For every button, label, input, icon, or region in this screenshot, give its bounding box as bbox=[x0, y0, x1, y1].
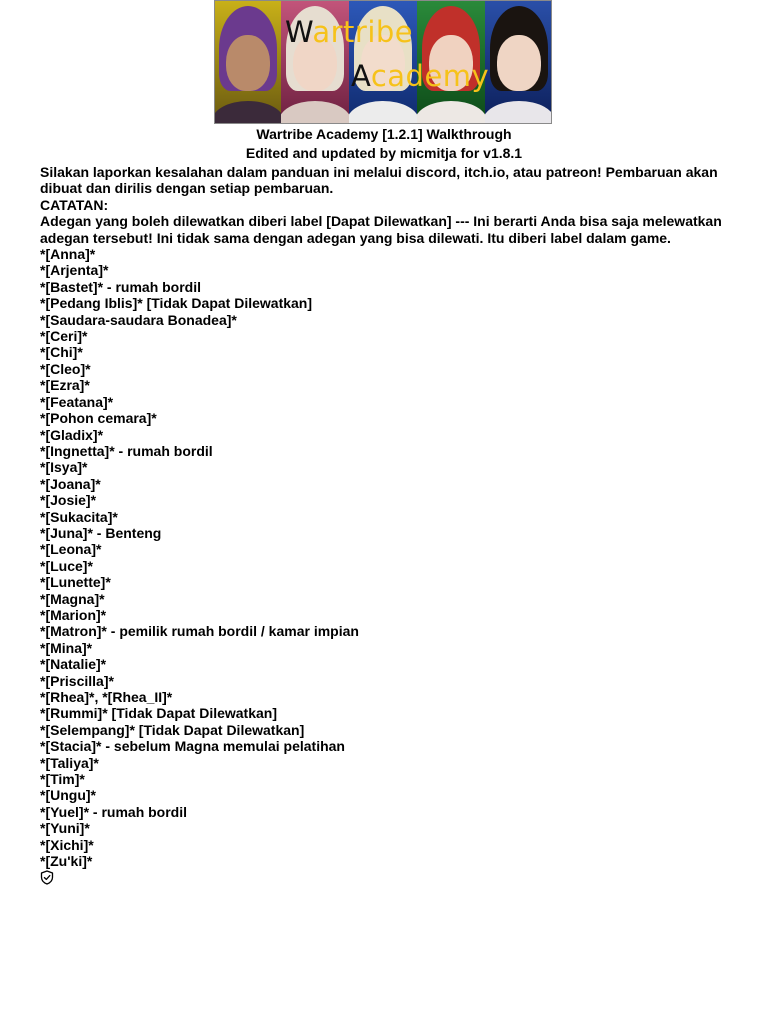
list-item: *[Ezra]* bbox=[40, 377, 90, 394]
character-list bbox=[40, 246, 730, 869]
list-item: *[Isya]* bbox=[40, 459, 88, 476]
logo-line-1: Wartribe bbox=[285, 15, 414, 49]
list-item: *[Ingnetta]* - rumah bordil bbox=[40, 442, 213, 459]
list-item: *[Taliya]* bbox=[40, 754, 99, 771]
list-item: *[Featana]* bbox=[40, 393, 114, 410]
list-item: *[Rhea]*, *[Rhea_II]* bbox=[40, 689, 173, 705]
intro-paragraph: Silakan laporkan kesalahan dalam panduan ini melalui discord, itch.io, atau patreon! Pembaruan akan dibuat dan dirilis dengan setiap pembaruan. bbox=[40, 164, 718, 197]
list-item: *[Arjenta]* bbox=[40, 262, 109, 279]
list-item: *[Mina]* bbox=[40, 639, 93, 656]
list-item: *[Yuni]* bbox=[40, 820, 90, 837]
list-item: *[Ceri]* bbox=[40, 328, 88, 345]
list-item: *[Matron]* - pemilik rumah bordil / kamar impian bbox=[40, 623, 359, 640]
character-portrait-black-hair bbox=[485, 1, 552, 123]
list-item: *[Selempang]* [Tidak Dapat Dilewatkan] bbox=[40, 721, 305, 738]
shield-check-icon bbox=[40, 870, 54, 885]
document-title: Wartribe Academy [1.2.1] Walkthrough bbox=[256, 126, 512, 142]
list-item: *[Gladix]* bbox=[40, 426, 104, 443]
list-item: *[Cleo]* bbox=[40, 360, 91, 377]
list-item: *[Magna]* bbox=[40, 590, 105, 607]
list-item: *[Xichi]* bbox=[40, 836, 94, 853]
list-item: *[Natalie]* bbox=[40, 656, 107, 673]
list-item: *[Juna]* - Benteng bbox=[40, 524, 162, 541]
list-item: *[Sukacita]* bbox=[40, 508, 118, 525]
notes-paragraph: Adegan yang boleh dilewatkan diberi label [Dapat Dilewatkan] --- Ini berarti Anda bisa saja melewatkan adegan tersebut! Ini tidak sama dengan adegan yang bisa dilewati. Itu diberi label dalam game. bbox=[40, 213, 722, 246]
list-item: *[Josie]* bbox=[40, 492, 97, 509]
list-item: *[Leona]* bbox=[40, 541, 102, 558]
list-item: *[Chi]* bbox=[40, 344, 83, 361]
document-subtitle: Edited and updated by micmitja for v1.8.1 bbox=[245, 145, 523, 161]
list-item: *[Tim]* bbox=[40, 771, 85, 788]
notes-heading: CATATAN: bbox=[40, 196, 109, 213]
cover-banner-image bbox=[214, 0, 552, 124]
list-item: *[Zu'ki]* bbox=[40, 853, 93, 870]
list-item: *[Priscilla]* bbox=[40, 672, 114, 689]
list-item: *[Pohon cemara]* bbox=[40, 410, 157, 427]
list-item: *[Bastet]* - rumah bordil bbox=[40, 278, 202, 295]
list-item: *[Ungu]* bbox=[40, 787, 96, 804]
logo-line-2: Academy bbox=[351, 59, 490, 93]
list-item: *[Stacia]* - sebelum Magna memulai pelatihan bbox=[40, 738, 345, 755]
list-item: *[Joana]* bbox=[40, 475, 101, 492]
list-item: *[Rummi]* [Tidak Dapat Dilewatkan] bbox=[40, 705, 278, 722]
list-item: *[Marion]* bbox=[40, 606, 107, 623]
list-item: *[Saudara-saudara Bonadea]* bbox=[40, 311, 237, 328]
list-item: *[Yuel]* - rumah bordil bbox=[40, 803, 188, 820]
list-item: *[Lunette]* bbox=[40, 574, 111, 591]
document-body bbox=[40, 164, 730, 885]
list-item: *[Anna]* bbox=[40, 246, 96, 263]
list-item: *[Luce]* bbox=[40, 557, 93, 574]
character-portrait-purple-hair bbox=[215, 1, 281, 123]
list-item: *[Pedang Iblis]* [Tidak Dapat Dilewatkan] bbox=[40, 295, 313, 312]
